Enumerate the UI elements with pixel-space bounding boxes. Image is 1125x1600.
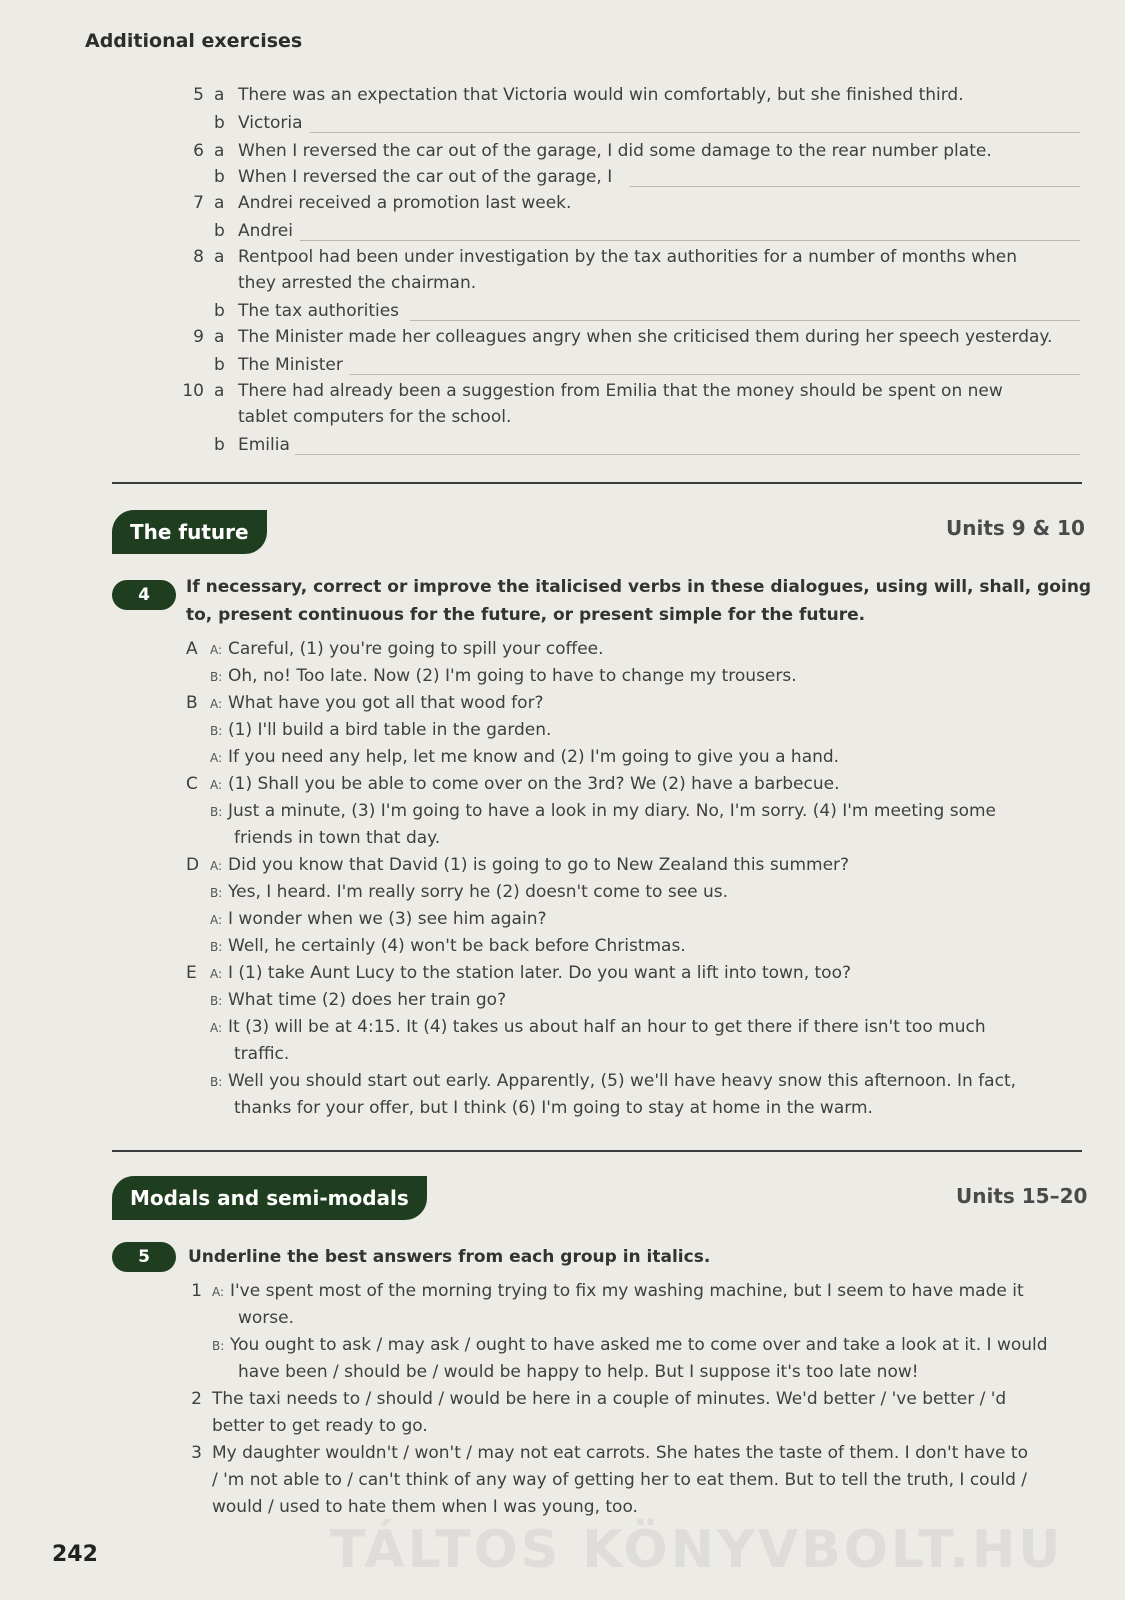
item-6a: 6 a When I reversed the car out of the garage, I did some damage to the rear number plate.: [193, 141, 992, 161]
modal-line-cont: / 'm not able to / can't think of any way of getting her to eat them. But to tell the truth, I could /: [212, 1470, 1027, 1490]
dialogue-line: B: Yes, I heard. I'm really sorry he (2) doesn't come to see us.: [210, 882, 729, 902]
section-divider: [112, 482, 1082, 484]
watermark: TÁLTOS KÖNYVBOLT.HU: [330, 1520, 1064, 1580]
dialogue-line: A A: Careful, (1) you're going to spill your coffee.: [186, 639, 604, 659]
dialogue-line: B: (1) I'll build a bird table in the garden.: [210, 720, 552, 740]
dialogue-line: D A: Did you know that David (1) is going to go to New Zealand this summer?: [186, 855, 850, 875]
dialogue-line: E A: I (1) take Aunt Lucy to the station later. Do you want a lift into town, too?: [186, 963, 852, 983]
answer-line-6[interactable]: [630, 186, 1080, 187]
dialogue-line: B: What time (2) does her train go?: [210, 990, 507, 1010]
item-5b: b Victoria: [214, 113, 303, 133]
answer-line-5[interactable]: [310, 132, 1080, 133]
page-number: 242: [52, 1542, 98, 1567]
item-7a: 7 a Andrei received a promotion last week.: [193, 193, 572, 213]
exercise-number-badge: 5: [112, 1242, 176, 1272]
answer-line-10[interactable]: [295, 454, 1080, 455]
modal-line-cont: worse.: [238, 1308, 295, 1328]
dialogue-line: B: Well, he certainly (4) won't be back before Christmas.: [210, 936, 686, 956]
modal-line-cont: better to get ready to go.: [212, 1416, 428, 1436]
dialogue-line-cont: friends in town that day.: [234, 828, 441, 848]
page-header: Additional exercises: [85, 30, 303, 52]
dialogue-line: C A: (1) Shall you be able to come over on the 3rd? We (2) have a barbecue.: [186, 774, 840, 794]
section-title-future: The future: [112, 510, 267, 554]
item-5a: 5 a There was an expectation that Victoria would win comfortably, but she finished third.: [193, 85, 964, 105]
exercise-4-instruction: If necessary, correct or improve the italicised verbs in these dialogues, using will, shall, going: [186, 577, 1092, 597]
item-9a: 9 a The Minister made her colleagues angry when she criticised them during her speech yesterday.: [193, 327, 1053, 347]
dialogue-line: A: I wonder when we (3) see him again?: [210, 909, 547, 929]
item-10a: 10 a There had already been a suggestion from Emilia that the money should be spent on new: [182, 381, 1003, 401]
dialogue-line: B: Just a minute, (3) I'm going to have a look in my diary. No, I'm sorry. (4) I'm meeting some: [210, 801, 996, 821]
exercise-5-instruction: Underline the best answers from each group in italics.: [188, 1247, 711, 1267]
dialogue-line-cont: thanks for your offer, but I think (6) I'm going to stay at home in the warm.: [234, 1098, 873, 1118]
modal-line-cont: have been / should be / would be happy to help. But I suppose it's too late now!: [238, 1362, 919, 1382]
item-9b: b The Minister: [214, 355, 343, 375]
modal-line-cont: would / used to hate them when I was young, too.: [212, 1497, 638, 1517]
modal-line: 1 A: I've spent most of the morning trying to fix my washing machine, but I seem to have made it: [191, 1281, 1024, 1301]
section-divider: [112, 1150, 1082, 1152]
exercise-4-instruction-cont: to, present continuous for the future, or present simple for the future.: [186, 605, 866, 625]
dialogue-line: A: It (3) will be at 4:15. It (4) takes us about half an hour to get there if there isn't too much: [210, 1017, 986, 1037]
answer-line-9[interactable]: [350, 374, 1080, 375]
item-8b: b The tax authorities: [214, 301, 400, 321]
units-label-modals: Units 15–20: [956, 1184, 1088, 1208]
modal-line: B: You ought to ask / may ask / ought to have asked me to come over and take a look at it. I would: [212, 1335, 1048, 1355]
item-10b: b Emilia: [214, 435, 290, 455]
dialogue-line: B: Oh, no! Too late. Now (2) I'm going to have to change my trousers.: [210, 666, 797, 686]
units-label-future: Units 9 & 10: [946, 516, 1085, 540]
dialogue-line: A: If you need any help, let me know and (2) I'm going to give you a hand.: [210, 747, 840, 767]
dialogue-line: B A: What have you got all that wood for?: [186, 693, 544, 713]
modal-line: 2 The taxi needs to / should / would be here in a couple of minutes. We'd better / 've better / 'd: [191, 1389, 1007, 1409]
item-8a: 8 a Rentpool had been under investigation by the tax authorities for a number of months when: [193, 247, 1018, 267]
exercise-number-badge: 4: [112, 580, 176, 610]
dialogue-line: B: Well you should start out early. Apparently, (5) we'll have heavy snow this afternoon. In fact,: [210, 1071, 1017, 1091]
item-8a-cont: they arrested the chairman.: [238, 273, 477, 293]
modal-line: 3 My daughter wouldn't / won't / may not eat carrots. She hates the taste of them. I don't have to: [191, 1443, 1028, 1463]
answer-line-7[interactable]: [300, 240, 1080, 241]
item-10a-cont: tablet computers for the school.: [238, 407, 512, 427]
item-7b: b Andrei: [214, 221, 293, 241]
item-6b: b When I reversed the car out of the garage, I: [214, 167, 613, 187]
dialogue-line-cont: traffic.: [234, 1044, 290, 1064]
section-title-modals: Modals and semi-modals: [112, 1176, 427, 1220]
answer-line-8[interactable]: [410, 320, 1080, 321]
